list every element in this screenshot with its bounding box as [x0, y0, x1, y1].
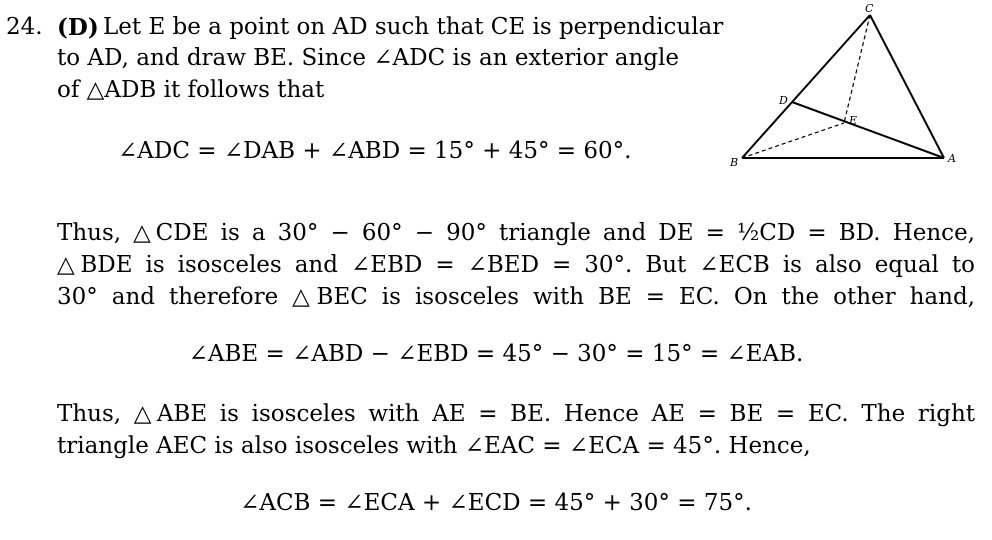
label-d: D	[779, 94, 788, 107]
label-b: B	[730, 156, 739, 169]
intro-line-1: Let E be a point on AD such that CE is perpendicular	[103, 14, 724, 40]
segment-ad	[792, 102, 944, 158]
para3-line-2: triangle AEC is also isosceles with ∠EAC = ∠ECA = 45°. Hence,	[57, 433, 811, 459]
label-a: A	[948, 152, 956, 165]
equation-adc: ∠ADC = ∠DAB + ∠ABD = 15° + 45° = 60°.	[118, 138, 632, 164]
side-ca	[870, 15, 944, 158]
para3-line-1: Thus, △ABE is isosceles with AE = BE. Hence AE = BE = EC. The right	[57, 401, 975, 427]
para2-line-1: Thus, △CDE is a 30° − 60° − 90° triangle and DE = ½CD = BD. Hence,	[57, 220, 975, 246]
answer-letter: (D)	[57, 14, 99, 41]
label-c: C	[865, 2, 874, 15]
side-bc	[742, 15, 870, 158]
problem-number: 24.	[6, 14, 43, 40]
triangle-figure	[722, 0, 972, 180]
para2-line-2: △BDE is isosceles and ∠EBD = ∠BED = 30°. But ∠ECB is also equal to	[57, 252, 975, 278]
equation-acb: ∠ACB = ∠ECA + ∠ECD = 45° + 30° = 75°.	[240, 490, 752, 516]
intro-line-2: to AD, and draw BE. Since ∠ADC is an exterior angle	[57, 45, 679, 71]
segment-ce	[844, 15, 870, 123]
equation-abe: ∠ABE = ∠ABD − ∠EBD = 45° − 30° = 15° = ∠EAB.	[188, 341, 804, 367]
label-e: E	[849, 114, 858, 127]
para2-line-3: 30° and therefore △BEC is isosceles with BE = EC. On the other hand,	[57, 284, 975, 310]
intro-line-3: of △ADB it follows that	[57, 77, 325, 103]
